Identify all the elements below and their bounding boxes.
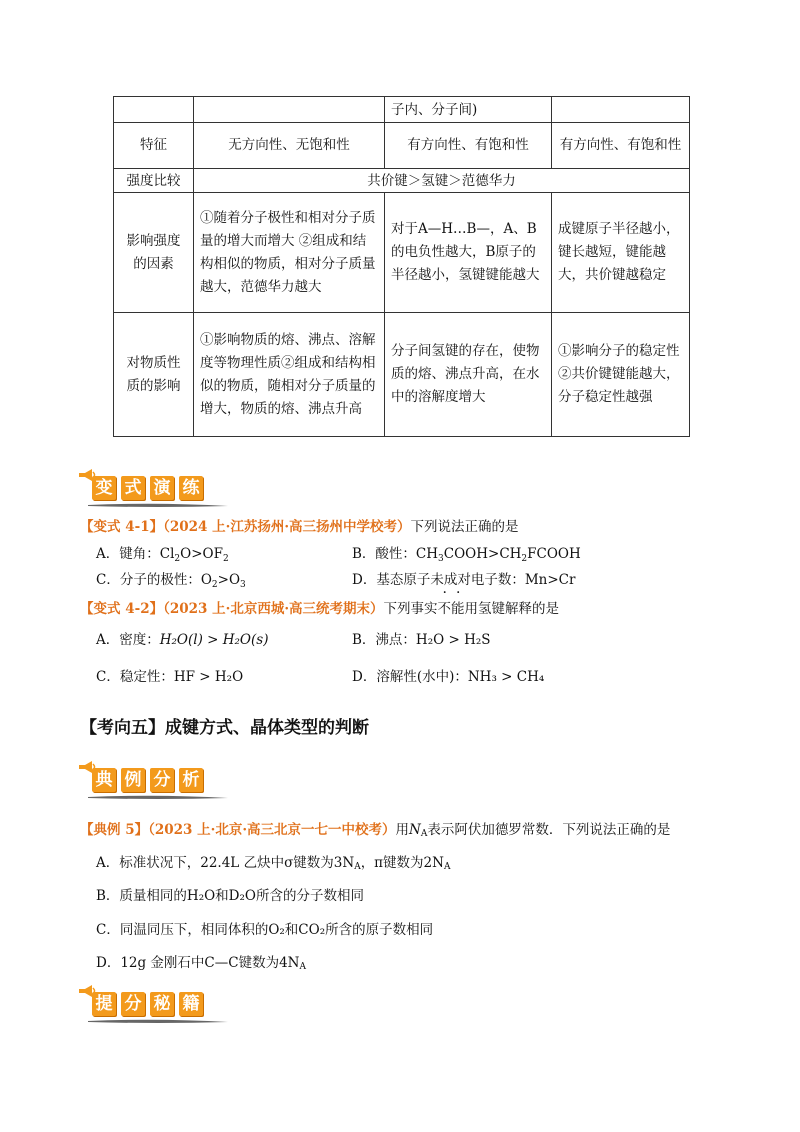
section-banner-example: [78, 758, 228, 802]
table-cell: [114, 97, 194, 123]
brush-stroke-icon: [88, 1018, 228, 1024]
banner-char: 秘: [150, 992, 174, 1016]
banner-char: 籍: [179, 992, 203, 1016]
table-row: [114, 313, 690, 437]
section-banner-practice: [78, 466, 228, 510]
table-cell: ①影响分子的稳定性 ②共价键键能越大，分子稳定性越强: [552, 313, 690, 437]
table-cell: ①随着分子极性和相对分子质量的增大而增大 ②组成和结构相似的物质，相对分子质量越大，范德华力越大: [194, 193, 385, 313]
banner-char: 例: [121, 768, 145, 792]
brush-stroke-icon: [88, 502, 228, 508]
table-cell: 共价键＞氢键＞范德华力: [194, 169, 690, 193]
banner-char: 分: [150, 768, 174, 792]
question-source: （2023 上·北京西城·高三统考期末）: [163, 601, 384, 617]
option-d[interactable]: D．基态原子未成对电子数：Mn>Cr: [352, 572, 576, 588]
table-cell: 子内、分子间): [385, 97, 552, 123]
table-cell: 强度比较: [114, 169, 194, 193]
section-banner-tips: [78, 982, 228, 1026]
question-tag: 【变式 4-2】: [80, 601, 164, 617]
table-cell: 成键原子半径越小，键长越短，键能越大，共价键越稳定: [552, 193, 690, 313]
table-cell: ①影响物质的熔、沸点、溶解度等物理性质②组成和结构相似的物质，随相对分子质量的增大，物质的熔、沸点升高: [194, 313, 385, 437]
table-row: [114, 169, 690, 193]
option-c[interactable]: C．稳定性：HF > H₂O: [96, 669, 244, 685]
table-cell: 无方向性、无饱和性: [194, 123, 385, 169]
table-cell: 影响强度的因素: [114, 193, 194, 313]
option-c[interactable]: C．分子的极性：$O_2>O_3$: [96, 572, 246, 590]
table-cell: [552, 97, 690, 123]
table-row: [114, 193, 690, 313]
option-d[interactable]: D．12g 金刚石中C—C键数为4NA: [96, 955, 306, 972]
banner-char: 演: [150, 476, 174, 500]
table-cell: 有方向性、有饱和性: [385, 123, 552, 169]
question-text: 下列说法正确的是: [410, 519, 519, 535]
banner-char: 式: [121, 476, 145, 500]
banner-char: 变: [92, 476, 116, 500]
brush-stroke-icon: [88, 794, 228, 800]
question-4-2-stem: 【变式 4-2】（2023 上·北京西城·高三统考期末）下列事实不能用氢键解释的是: [80, 601, 560, 617]
table-cell: [194, 97, 385, 123]
option-b[interactable]: B．质量相同的H₂O和D₂O所含的分子数相同: [96, 888, 364, 904]
banner-char: 典: [92, 768, 116, 792]
table-cell: 分子间氢键的存在，使物质的熔、沸点升高，在水中的溶解度增大: [385, 313, 552, 437]
table-cell: 对于A—H…B—，A、B的电负性越大，B原子的半径越小，氢键键能越大: [385, 193, 552, 313]
question-tag: 【变式 4-1】: [80, 519, 164, 535]
option-d[interactable]: D．溶解性(水中)：NH₃ > CH₄: [352, 669, 545, 685]
option-a[interactable]: A．密度：H₂O(l) > H₂O(s): [96, 632, 269, 648]
example-5-stem: 【典例 5】（2023 上·北京·高三北京一七一中校考）用NA表示阿伏加德罗常数．下列说法正确的是: [80, 822, 671, 839]
section-heading: 【考向五】成键方式、晶体类型的判断: [80, 718, 369, 738]
table-cell: 有方向性、有饱和性: [552, 123, 690, 169]
banner-char: 提: [92, 992, 116, 1016]
table-row: [114, 97, 690, 123]
option-a[interactable]: A．键角：$Cl_2O>OF_2$: [96, 546, 229, 564]
comparison-table: [113, 96, 690, 437]
question-4-1-stem: [80, 515, 519, 535]
table-cell: 对物质性质的影响: [114, 313, 194, 437]
question-source: （2024 上·江苏扬州·高三扬州中学校考）: [163, 519, 411, 535]
banner-char: 练: [179, 476, 203, 500]
banner-char: 分: [121, 992, 145, 1016]
table-cell: 特征: [114, 123, 194, 169]
option-c[interactable]: C．同温同压下，相同体积的O₂和CO₂所含的原子数相同: [96, 922, 434, 938]
table-row: [114, 123, 690, 169]
option-b[interactable]: B．沸点：H₂O > H₂S: [352, 632, 491, 648]
question-tag: 【典例 5】: [80, 822, 149, 838]
question-source: （2023 上·北京·高三北京一七一中校考）: [148, 822, 396, 838]
banner-char: 析: [179, 768, 203, 792]
option-a[interactable]: A．标准状况下，22.4L 乙炔中σ键数为3NA，π键数为2NA: [96, 855, 451, 872]
option-b[interactable]: B．酸性：$CH_3COOH>CH_2FCOOH$: [352, 546, 581, 564]
